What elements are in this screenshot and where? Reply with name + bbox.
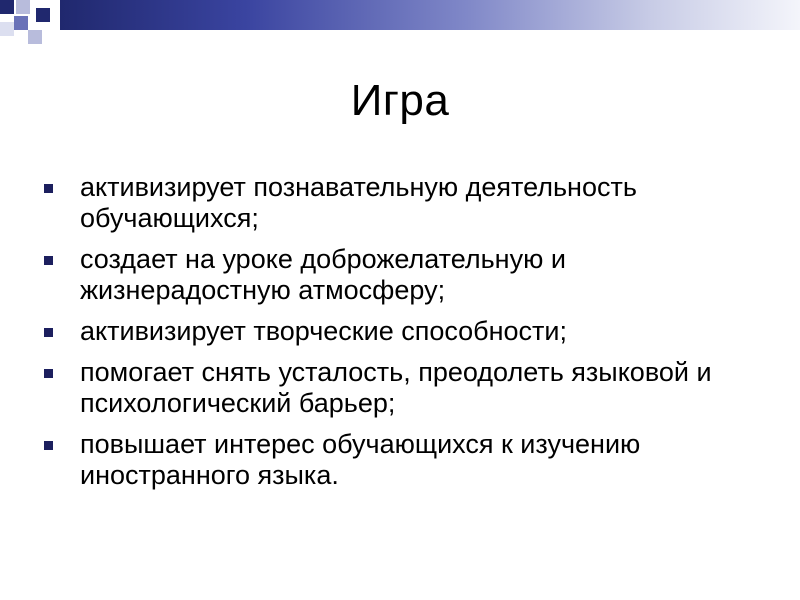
decor-square: [0, 22, 14, 36]
list-item-text: активизирует творческие способности;: [80, 316, 568, 346]
square-bullet-icon: [44, 441, 53, 450]
square-bullet-icon: [44, 256, 53, 265]
list-item: [40, 357, 760, 419]
bullet-list: [40, 172, 760, 501]
list-item: [40, 429, 760, 491]
list-item-text: повышает интерес обучающихся к изучению иностранного языка.: [80, 429, 641, 490]
list-item-text: помогает снять усталость, преодолеть языковой и психологический барьер;: [80, 357, 712, 418]
decor-square: [14, 16, 28, 30]
list-item-text: создает на уроке доброжелательную и жизнерадостную атмосферу;: [80, 244, 566, 305]
list-item-text: активизирует познавательную деятельность обучающихся;: [80, 172, 637, 233]
decor-square: [36, 8, 50, 22]
list-item: [40, 172, 760, 234]
square-bullet-icon: [44, 369, 53, 378]
header-decoration: [0, 0, 800, 48]
square-bullet-icon: [44, 328, 53, 337]
list-item: [40, 316, 760, 347]
list-item: [40, 244, 760, 306]
slide-title: Игра: [350, 76, 450, 125]
decor-square: [16, 0, 30, 14]
header-gradient-bar: [60, 0, 800, 30]
decor-square: [28, 30, 42, 44]
square-bullet-icon: [44, 184, 53, 193]
decor-square: [0, 0, 14, 14]
